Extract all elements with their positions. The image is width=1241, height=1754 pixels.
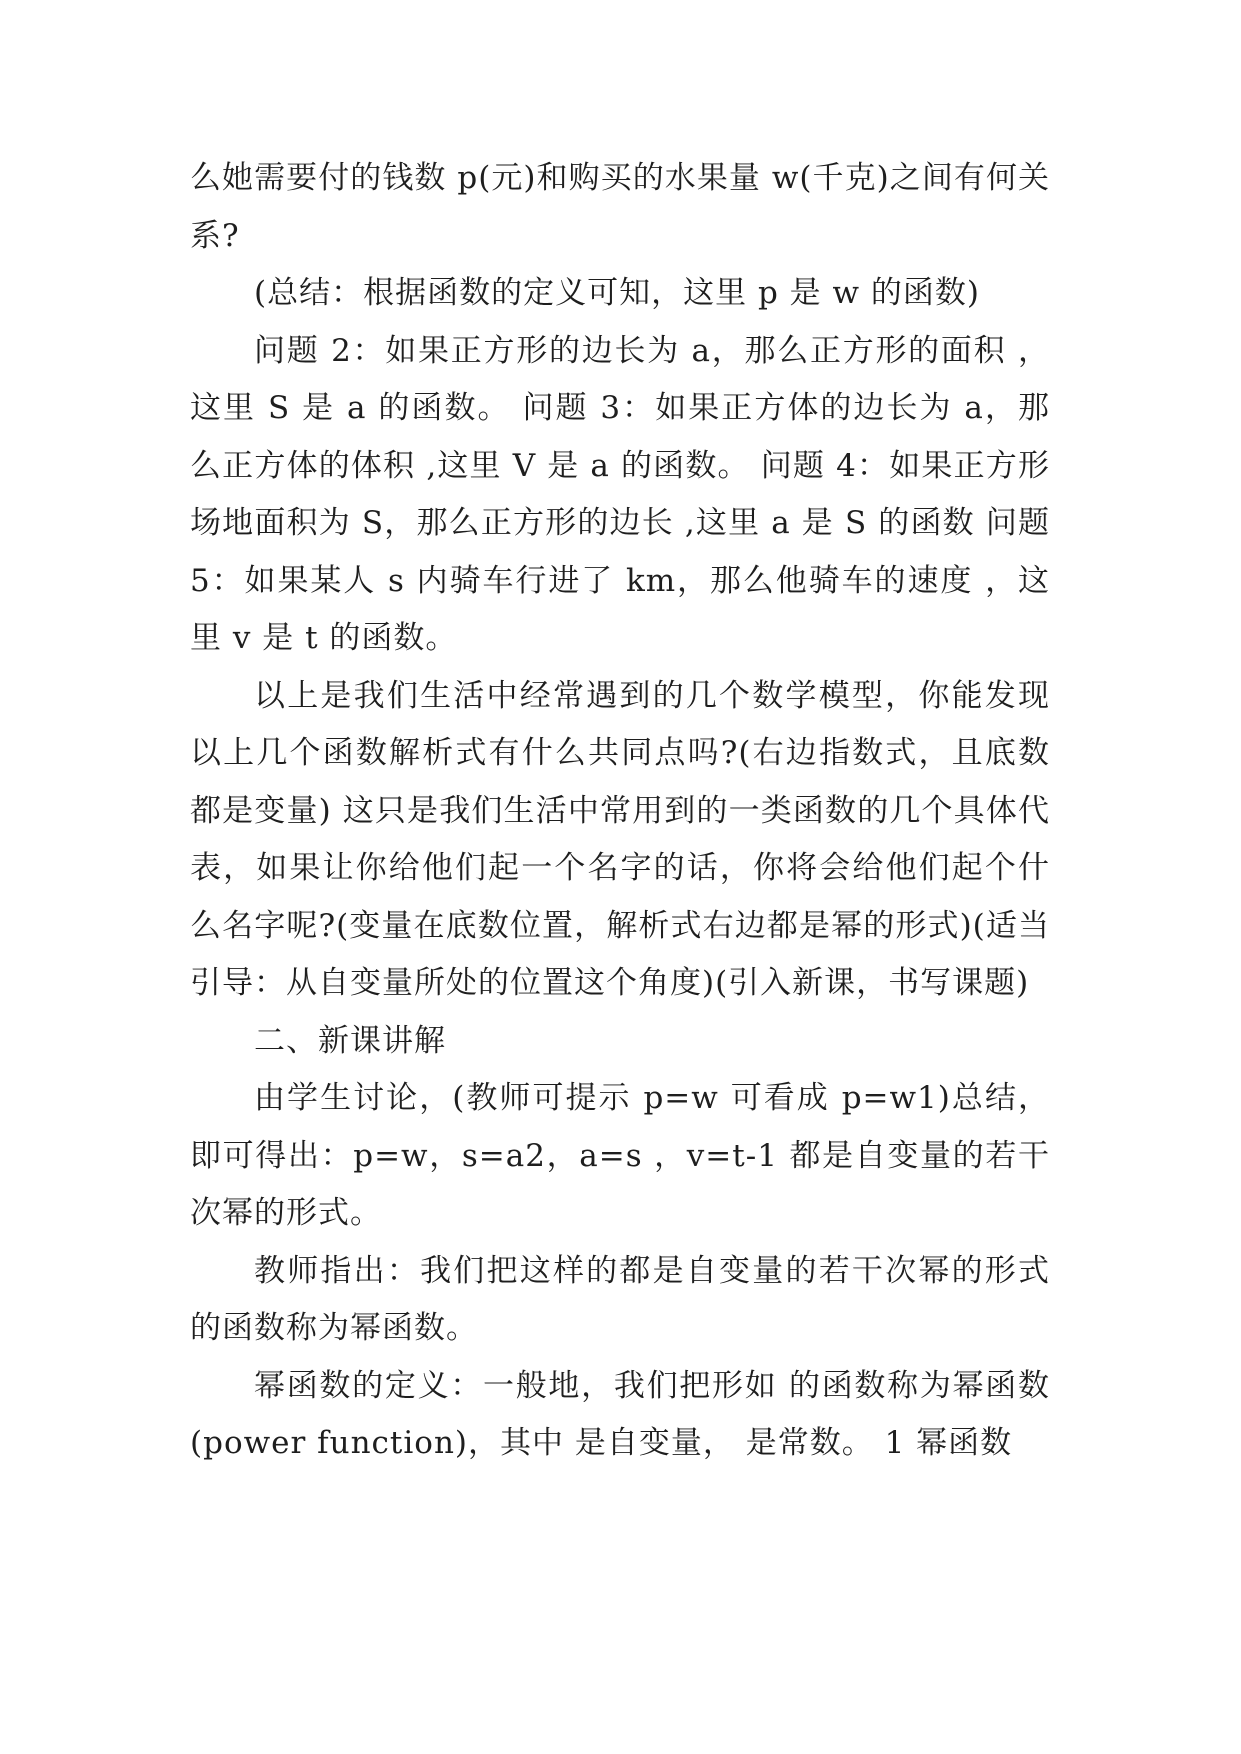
paragraph-power-function-definition: 幂函数的定义：一般地，我们把形如 的函数称为幂函数(power function)，其中 是自变量， 是常数。 1 幂函数: [190, 1367, 1050, 1461]
paragraph-teacher-points-out: 教师指出：我们把这样的都是自变量的若干次幂的形式的函数称为幂函数。: [190, 1252, 1050, 1346]
paragraph-student-discussion: 由学生讨论，(教师可提示 p=w 可看成 p=w1)总结，即可得出：p=w，s=a2，a=s ，v=t-1 都是自变量的若干次幂的形式。: [190, 1080, 1050, 1231]
section-heading-new-lesson: 二、新课讲解: [254, 1022, 446, 1059]
document-page: [190, 150, 1050, 1473]
paragraph-question-continuation: 么她需要付的钱数 p(元)和购买的水果量 w(千克)之间有何关系?: [190, 160, 1050, 254]
paragraph-common-features: 以上是我们生活中经常遇到的几个数学模型，你能发现以上几个函数解析式有什么共同点吗?(右边指数式，且底数都是变量) 这只是我们生活中常用到的一类函数的几个具体代表，如果让你给他们起一个名字的话，你将会给他们起个什么名字呢?(变量在底数位置，解析式右边都是幂的形式)(适当引导：从自变量所处的位置这个角度)(引入新课，书写课题): [190, 677, 1050, 1001]
paragraph-questions: 问题 2：如果正方形的边长为 a，那么正方形的面积 ，这里 S 是 a 的函数。 问题 3：如果正方体的边长为 a，那么正方体的体积 ,这里 V 是 a 的函数。 问题 4：如果正方形场地面积为 S，那么正方形的边长 ,这里 a 是 S 的函数 问题 5：如果某人 s 内骑车行进了 km，那么他骑车的速度 ，这里 v 是 t 的函数。: [190, 332, 1050, 656]
paragraph-summary: (总结：根据函数的定义可知，这里 p 是 w 的函数): [254, 275, 980, 311]
